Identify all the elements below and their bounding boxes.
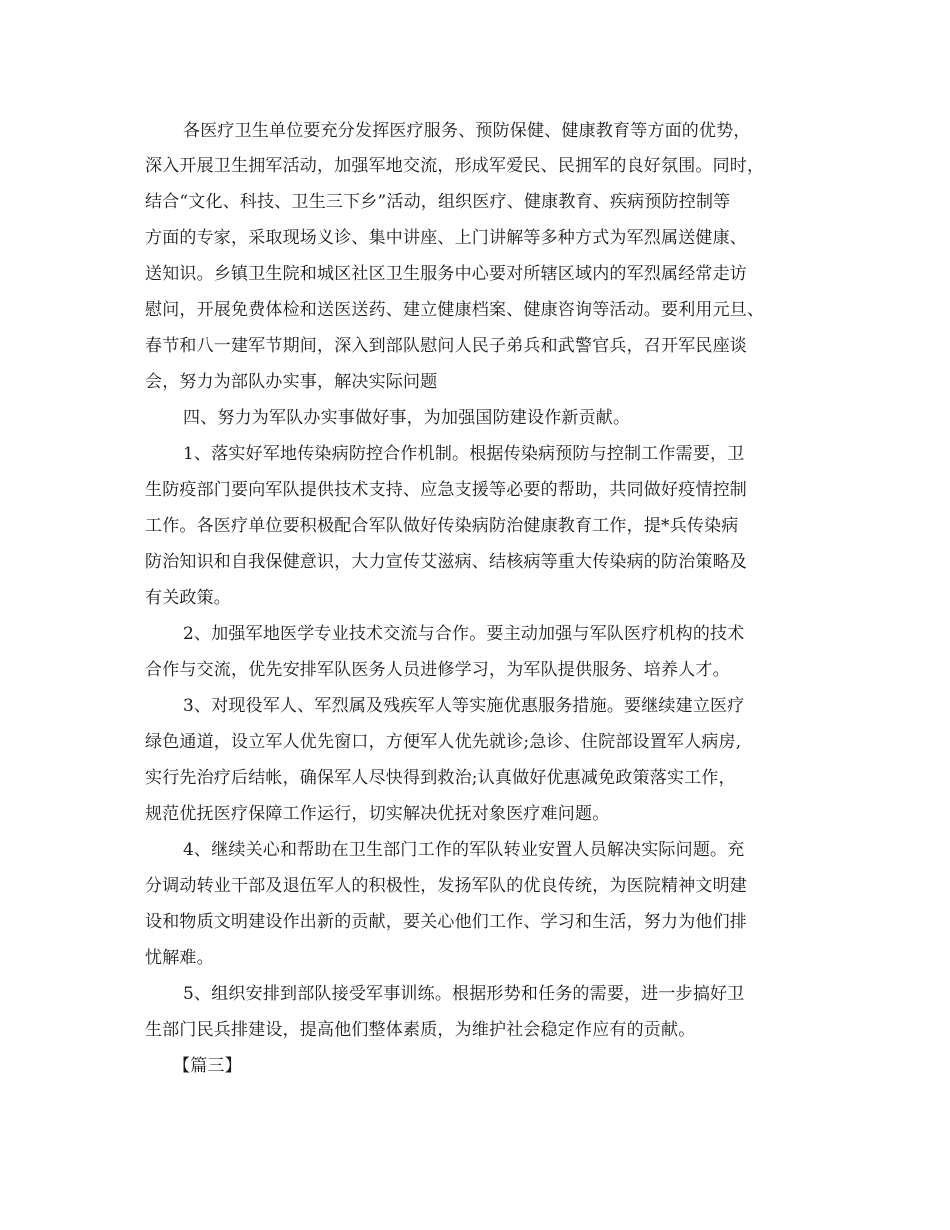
text-line: 设和物质文明建设作出新的贡献，要关心他们工作、学习和生活，努力为他们排 <box>145 912 747 932</box>
text-line: 分调动转业干部及退伍军人的积极性，发扬军队的优良传统，为医院精神文明建 <box>145 876 747 896</box>
text-line: 有关政策。 <box>145 588 231 608</box>
section-marker: 【篇三】 <box>173 1056 242 1076</box>
text-line: 实行先治疗后结帐，确保军人尽快得到救治;认真做好优惠减免政策落实工作， <box>145 768 736 788</box>
text-line: 方面的专家，采取现场义诊、集中讲座、上门讲解等多种方式为军烈属送健康、 <box>145 228 747 248</box>
text-line: 生防疫部门要向军队提供技术支持、应急支援等必要的帮助，共同做好疫情控制 <box>145 480 747 500</box>
text-line: 4、继续关心和帮助在卫生部门工作的军队转业安置人员解决实际问题。充 <box>183 840 745 860</box>
text-line: 工作。各医疗单位要积极配合军队做好传染病防治健康教育工作，提*兵传染病 <box>145 516 739 536</box>
text-line: 合作与交流，优先安排军队医务人员进修学习，为军队提供服务、培养人才。 <box>145 660 730 680</box>
text-line: 生部门民兵排建设，提高他们整体素质，为维护社会稳定作应有的贡献。 <box>145 1020 696 1040</box>
text-line: 绿色通道，设立军人优先窗口，方便军人优先就诊;急诊、住院部设置军人病房, <box>145 732 742 752</box>
text-line: 防治知识和自我保健意识，大力宣传艾滋病、结核病等重大传染病的防治策略及 <box>145 552 747 572</box>
text-line: 规范优抚医疗保障工作运行，切实解决优抚对象医疗难问题。 <box>145 804 610 824</box>
section-heading: 四、努力为军队办实事做好事，为加强国防建设作新贡献。 <box>183 408 631 428</box>
text-line: 2、加强军地医学专业技术交流与合作。要主动加强与军队医疗机构的技术 <box>183 624 745 644</box>
text-line: 结合“文化、科技、卫生三下乡”活动，组织医疗、健康教育、疾病预防控制等 <box>145 192 731 212</box>
text-line: 各医疗卫生单位要充分发挥医疗服务、预防保健、健康教育等方面的优势， <box>183 121 751 141</box>
text-line: 忧解难。 <box>145 948 214 968</box>
text-line: 春节和八一建军节期间，深入到部队慰问人民子弟兵和武警官兵，召开军民座谈 <box>145 336 747 356</box>
text-line: 深入开展卫生拥军活动，加强军地交流，形成军爱民、民拥军的良好氛围。同时， <box>145 156 765 176</box>
text-line: 慰问，开展免费体检和送医送药、建立健康档案、健康咨询等活动。要利用元旦、 <box>145 300 765 320</box>
text-line: 1、落实好军地传染病防控合作机制。根据传染病预防与控制工作需要，卫 <box>183 444 745 464</box>
text-line: 送知识。乡镇卫生院和城区社区卫生服务中心要对所辖区域内的军烈属经常走访 <box>145 264 747 284</box>
text-line: 3、对现役军人、军烈属及残疾军人等实施优惠服务措施。要继续建立医疗 <box>183 696 745 716</box>
text-line: 会，努力为部队办实事，解决实际问题 <box>145 372 438 392</box>
text-line: 5、组织安排到部队接受军事训练。根据形势和任务的需要，进一步搞好卫 <box>183 984 745 1004</box>
